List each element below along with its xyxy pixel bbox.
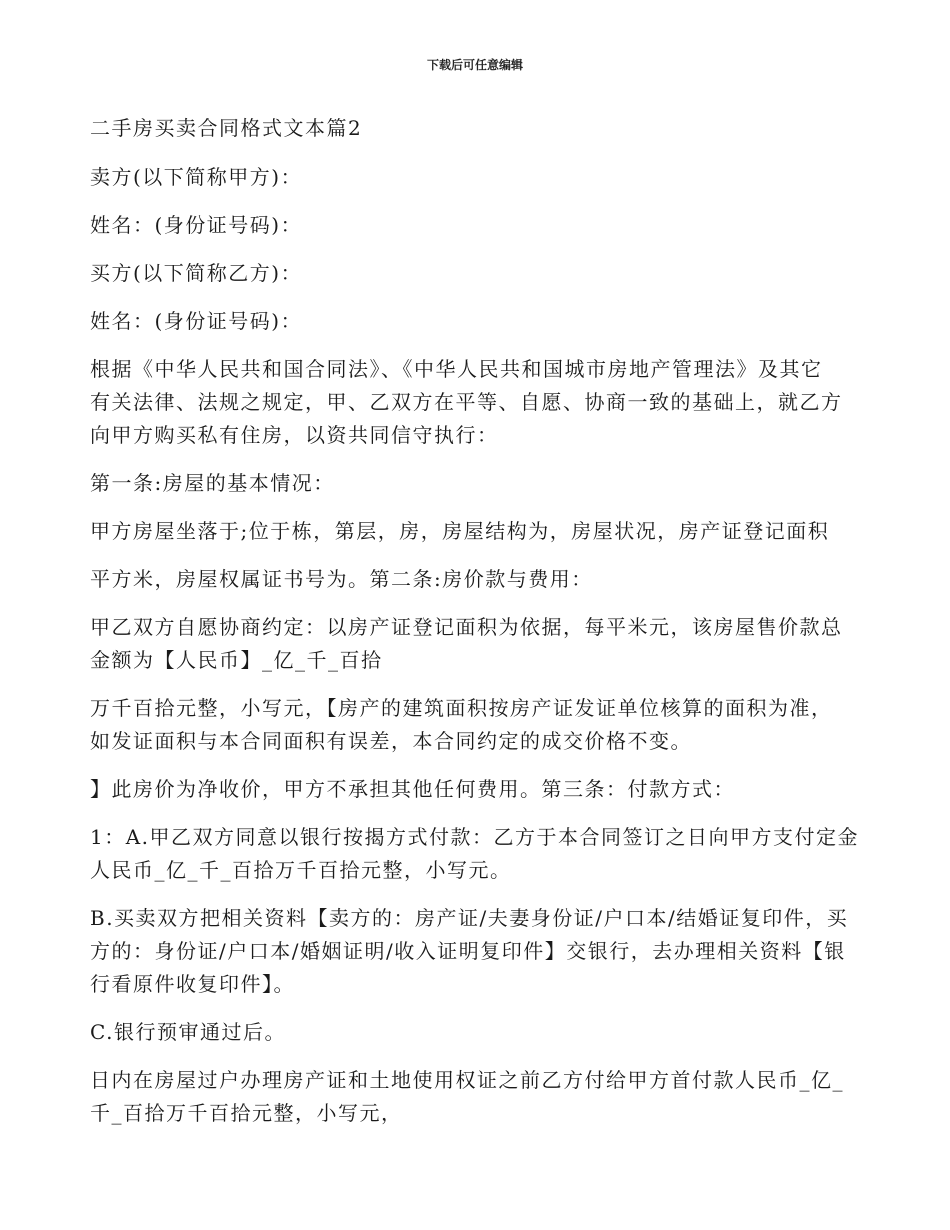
article-2-amount: 万千百拾元整，小写元，【房产的建筑面积按房产证发证单位核算的面积为准， 如发证面积与本合同面积有误差，本合同约定的成交价格不变。 — [90, 696, 833, 753]
seller-label: 卖方(以下简称甲方)： — [90, 165, 303, 189]
buyer-name-line: 姓名：(身份证号码)： — [90, 309, 303, 333]
payment-clause-b: B.买卖双方把相关资料【卖方的：房产证/夫妻身份证/户口本/结婚证复印件，买 方的：身份证/户口本/婚姻证明/收入证明复印件】交银行，去办理相关资料【银 行看原件收复印件】。 — [90, 906, 849, 996]
seller-name-line: 姓名：(身份证号码)： — [90, 213, 303, 237]
article-1-area: 平方米，房屋权属证书号为。第二条:房价款与费用： — [90, 567, 593, 591]
page-header: 下载后可任意编辑 — [426, 58, 523, 72]
article-1-title: 第一条:房屋的基本情况： — [90, 471, 335, 495]
document-body — [90, 112, 860, 1145]
article-2-price: 甲乙双方自愿协商约定：以房产证登记面积为依据，每平米元，该房屋售价款总 金额为【人民币】_亿_千_百拾 — [90, 615, 843, 672]
article-2-net-price: 】此房价为净收价，甲方不承担其他任何费用。第三条：付款方式： — [90, 777, 735, 801]
document-title: 二手房买卖合同格式文本篇2 — [90, 116, 363, 140]
payment-clause-a: 1：A.甲乙双方同意以银行按揭方式付款：乙方于本合同签订之日向甲方支付定金 人民币_亿_千_百拾万千百拾元整，小写元。 — [90, 825, 860, 882]
buyer-label: 买方(以下简称乙方)： — [90, 261, 303, 285]
payment-clause-c: C.银行预审通过后。 — [90, 1020, 286, 1044]
article-1-location: 甲方房屋坐落于;位于栋，第层，房，房屋结构为，房屋状况，房产证登记面积 — [90, 519, 830, 543]
payment-clause-d: 日内在房屋过户办理房产证和土地使用权证之前乙方付给甲方首付款人民币_亿_ 千_百拾万千百拾元整，小写元， — [90, 1068, 844, 1125]
preamble-paragraph: 根据《中华人民共和国合同法》、《中华人民共和国城市房地产管理法》及其它 有关法律、法规之规定，甲、乙双方在平等、自愿、协商一致的基础上，就乙方 向甲方购买私有住房，以资共同信守执行： — [90, 357, 843, 447]
